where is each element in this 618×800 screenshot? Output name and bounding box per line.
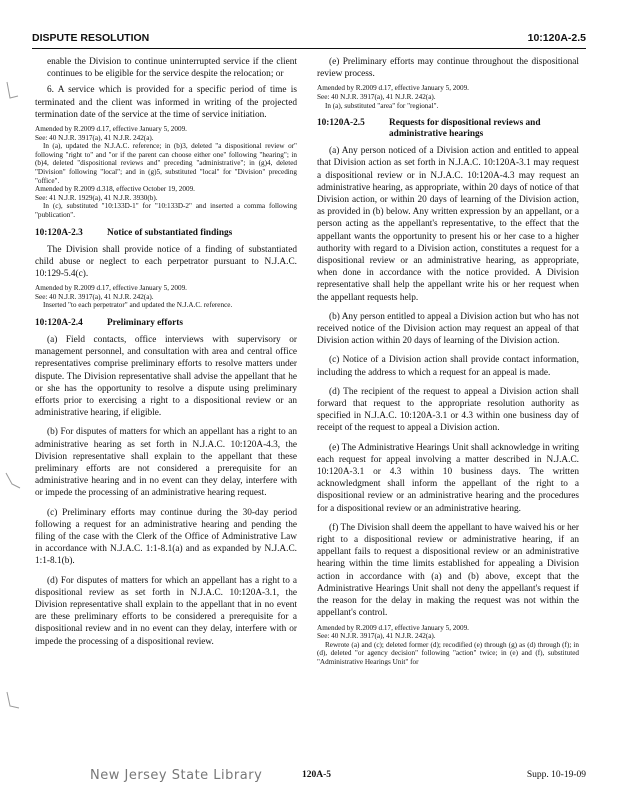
paragraph: 6. A service which is provided for a specific period of time is terminated and the client was informed in writing of the projected termination date of the service at the time of service initiation.	[35, 85, 297, 120]
amendment-note: See: 40 N.J.R. 3917(a), 41 N.J.R. 242(a).	[317, 93, 436, 101]
amendment-note: See: 40 N.J.R. 3917(a), 41 N.J.R. 242(a).	[317, 632, 436, 641]
running-header	[32, 30, 586, 49]
amendment-note: See: 40 N.J.R. 3917(a), 41 N.J.R. 242(a).	[35, 292, 154, 301]
section-title: Preliminary efforts	[107, 317, 183, 328]
section-title: Requests for dispositional reviews and administrative hearings	[389, 118, 541, 140]
section-title: Notice of substantiated findings	[107, 227, 233, 238]
paragraph: (d) For disputes of matters for which an appellant has a right to a dispositional review as set forth in N.J.A.C. 10:120A-3.1, the Division representative shall explain to the appellant that in no event are these preliminary efforts to be considered a prerequisite for a dispositional review and in no event can they delay, interfere with or impede the processing of a dispositional review.	[35, 575, 297, 647]
paragraph: (a) Field contacts, office interviews with supervisory or management personnel, and consultation with area and central office representatives comprise preliminary efforts to resolve matters under dispute. The Division representative shall advise the appellant that he or she has the opportunity to resolve a dispute using preliminary efforts prior to exercising a right to a dispositional review or an administrative hearing, if eligible.	[35, 334, 297, 419]
paragraph: (a) Any person noticed of a Division action and entitled to appeal that Division action as set forth in N.J.A.C. 10:120A-3.1 may request a dispositional review or in N.J.A.C. 10:120A-4.3 may request an administrative hearing, as appropriate, within 20 days of notice of that Division action, or within 20 days of learning of the Division action, as provided in (b) below. Any written expression by an appellant, or a person acting as the appellant's representative, to the effect that the appellant wants the opportunity to present his or her case to a higher authority with regard to a Division action, constitutes a request for a dispositional review or an administrative hearing, as appropriate, when done in accordance with the notice provided. A Division representative shall help the appellant write his or her request when the appellant requests help.	[317, 146, 579, 303]
supplement-date: Supp. 10-19-09	[526, 770, 586, 780]
amendment-note: Amended by R.2009 d.318, effective October 19, 2009.	[35, 185, 195, 194]
right-column	[317, 56, 579, 666]
margin-mark-icon	[4, 470, 24, 490]
section-heading	[35, 228, 297, 239]
paragraph: (b) Any person entitled to appeal a Division action but who has not received notice of the Division action may request an appeal of that Division action within 20 days of learning of the Division action.	[317, 311, 579, 347]
amendment-note: Amended by R.2009 d.17, effective January 5, 2009.	[35, 284, 187, 293]
amendment-note: Amended by R.2009 d.17, effective January 5, 2009.	[35, 125, 187, 134]
amendment-note: In (c), substituted "10:133D-1" for "10:133D-2" and inserted a comma following "publication".	[35, 202, 297, 219]
header-section-number: 10:120A-2.5	[527, 32, 586, 44]
paragraph: (b) For disputes of matters for which an appellant has a right to an administrative hearing as set forth in N.J.A.C. 10:120A-4.3, the Division representative shall explain to the appellant that these preliminary efforts are not considered a prerequisite for an administrative hearing and in no event can they delay, interfere with or impede the processing of an administrative hearing request.	[35, 427, 297, 499]
library-stamp: New Jersey State Library	[90, 768, 263, 783]
amendment-note: In (a), updated the N.J.A.C. reference; in (b)3, deleted "a dispositional review or" following "right to" and "or if the parent can choose either one" following "hearing"; in (b)4, deleted "dispositional reviews and" preceding "administrative"; in (g)4, deleted "Division" following "local"; and in (g)5, substituted "local" for "Division" preceding "office".	[35, 142, 297, 185]
section-heading	[35, 318, 297, 329]
paragraph: (f) The Division shall deem the appellant to have waived his or her right to a dispositional review or administrative hearing, if an appellant fails to request a dispositional review or an administrative hearing within the time limits established for appealing a Division action in accordance with (a) and (b) above, except that the Administrative Hearings Unit shall not deny the appellant's request if the reason for the delay in making the request was not within the appellant's control.	[317, 522, 579, 619]
paragraph: enable the Division to continue uninterrupted service if the client continues to be eligible for the service despite the relocation; or	[47, 57, 297, 80]
amendment-note: Amended by R.2009 d.17, effective January 5, 2009.	[317, 84, 469, 93]
section-heading	[317, 118, 579, 140]
left-column	[35, 56, 297, 648]
amendment-note: Amended by R.2009 d.17, effective January 5, 2009.	[317, 623, 469, 632]
paragraph: (c) Notice of a Division action shall provide contact information, including the address to which a request for an appeal is made.	[317, 355, 579, 378]
margin-mark-icon	[4, 80, 24, 100]
paragraph: (e) Preliminary efforts may continue throughout the dispositional review process.	[317, 57, 579, 80]
page-footer	[32, 770, 586, 788]
paragraph: (d) The recipient of the request to appeal a Division action shall forward that request to the appropriate resolution authority as specified in N.J.A.C. 10:120A-3.1 or 4.3 within one business day of receipt of the request to appeal a Division action.	[317, 386, 579, 434]
section-number: 10:120A-2.5	[317, 118, 365, 129]
amendment-note: Rewrote (a) and (c); deleted former (d); recodified (e) through (g) as (d) through (f); in (d), deleted "or agency decision" following "action" twice; in (e) and (f), substituted "Administrative Hearings Unit" for	[317, 640, 579, 666]
page-number: 120A-5	[302, 770, 332, 780]
amendment-note: Inserted "to each perpetrator" and updated the N.J.A.C. reference.	[43, 301, 233, 310]
paragraph: (c) Preliminary efforts may continue during the 30-day period following a request for an administrative hearing and pending the filing of the case with the Clerk of the Office of Administrative Law in accordance with N.J.A.C. 1:1-8.1(a) and as expanded by N.J.A.C. 1:1-8.1(b).	[35, 507, 297, 567]
header-title: DISPUTE RESOLUTION	[32, 32, 150, 44]
section-number: 10:120A-2.4	[35, 317, 83, 328]
margin-mark-icon	[4, 690, 24, 710]
section-number: 10:120A-2.3	[35, 227, 83, 238]
amendment-note: See: 41 N.J.R. 1929(a), 41 N.J.R. 3930(b).	[35, 193, 158, 202]
paragraph: (e) The Administrative Hearings Unit shall acknowledge in writing each request for appeal involving a matter described in N.J.A.C. 10:120A-3.1 or 4.3 within 10 business days. The written acknowledgment shall inform the appellant of the right to a dispositional review or an administrative hearing and the procedures for a dispositional review or an administrative hearing.	[317, 442, 579, 514]
amendment-note: See: 40 N.J.R. 3917(a), 41 N.J.R. 242(a).	[35, 133, 154, 142]
amendment-note: In (a), substituted "area" for "regional".	[325, 101, 439, 110]
paragraph: The Division shall provide notice of a finding of substantiated child abuse or neglect to each perpetrator pursuant to N.J.A.C. 10:129-5.4(c).	[35, 244, 297, 279]
